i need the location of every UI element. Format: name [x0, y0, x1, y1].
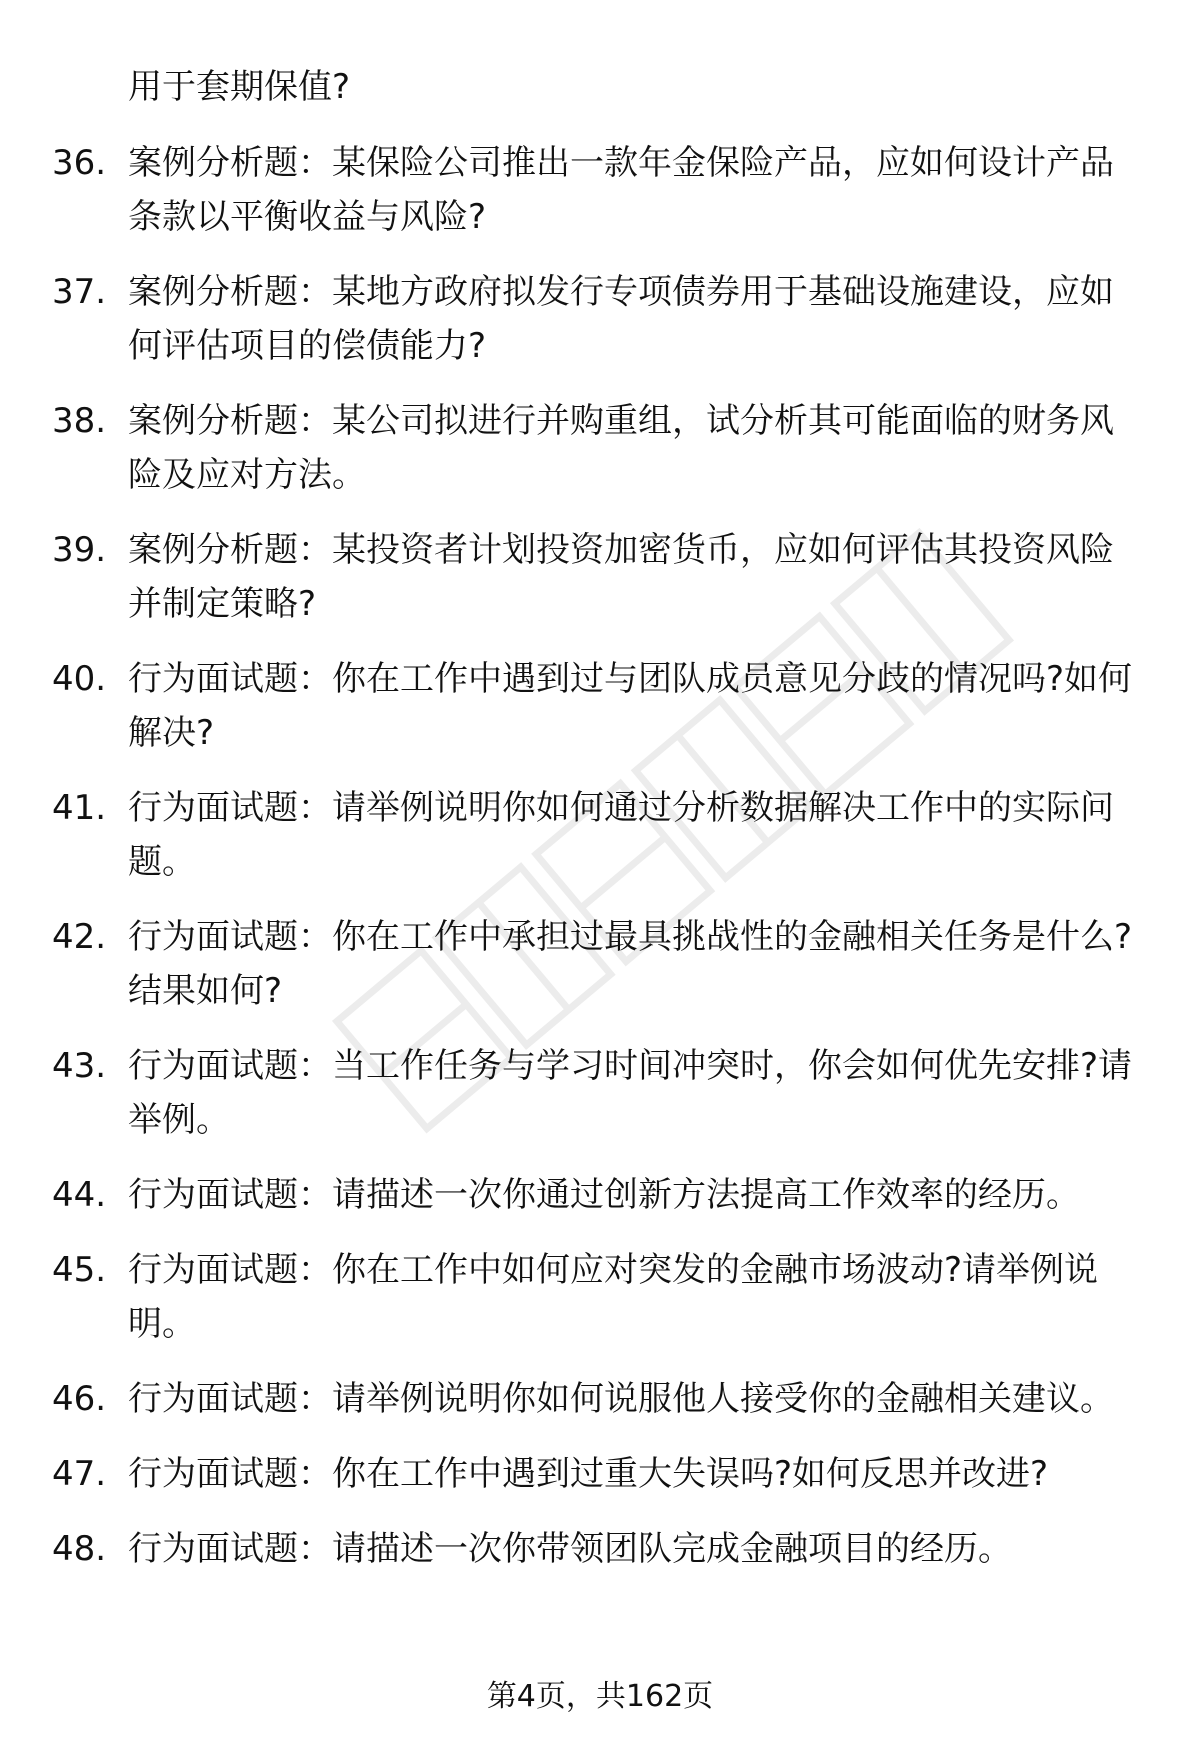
question-item: [0, 1447, 1200, 1501]
question-text: 行为面试题：你在工作中遇到过重大失误吗?如何反思并改进?: [128, 1454, 1049, 1494]
question-text: 行为面试题：你在工作中如何应对突发的金融市场波动?请举例说明。: [128, 1250, 1099, 1344]
question-number: 43.: [52, 1046, 107, 1086]
question-item: [0, 1243, 1200, 1351]
question-text: 行为面试题：你在工作中遇到过与团队成员意见分歧的情况吗?如何解决?: [128, 659, 1133, 753]
question-item: [0, 394, 1200, 502]
question-number: 39.: [52, 530, 107, 570]
question-item: [0, 1372, 1200, 1426]
question-text: 案例分析题：某保险公司推出一款年金保险产品，应如何设计产品条款以平衡收益与风险?: [128, 143, 1114, 237]
question-item: [0, 1039, 1200, 1147]
question-number: 42.: [52, 917, 107, 957]
question-item: [0, 265, 1200, 373]
question-text: 行为面试题：请描述一次你通过创新方法提高工作效率的经历。: [128, 1175, 1080, 1215]
question-item: [0, 1522, 1200, 1576]
question-text: 行为面试题：请描述一次你带领团队完成金融项目的经历。: [128, 1529, 1012, 1569]
question-text: 案例分析题：某公司拟进行并购重组，试分析其可能面临的财务风险及应对方法。: [128, 401, 1114, 495]
question-item: [0, 781, 1200, 889]
question-item: [0, 523, 1200, 631]
question-number: 41.: [52, 788, 107, 828]
question-item: [0, 652, 1200, 760]
page-footer: 第4页，共162页: [486, 1679, 714, 1714]
question-item: [0, 136, 1200, 244]
question-text: 行为面试题：请举例说明你如何通过分析数据解决工作中的实际问题。: [128, 788, 1114, 882]
question-number: 37.: [52, 272, 107, 312]
question-text: 行为面试题：当工作任务与学习时间冲突时，你会如何优先安排?请举例。: [128, 1046, 1133, 1140]
question-number: 40.: [52, 659, 107, 699]
question-text: 行为面试题：你在工作中承担过最具挑战性的金融相关任务是什么?结果如何?: [128, 917, 1133, 1011]
question-text: 行为面试题：请举例说明你如何说服他人接受你的金融相关建议。: [128, 1379, 1114, 1419]
question-number: 44.: [52, 1175, 107, 1215]
question-number: 48.: [52, 1529, 107, 1569]
question-item: [0, 1168, 1200, 1222]
question-item: [0, 910, 1200, 1018]
question-text: 案例分析题：某投资者计划投资加密货币，应如何评估其投资风险并制定策略?: [128, 530, 1114, 624]
question-number: 46.: [52, 1379, 107, 1419]
question-number: 36.: [52, 143, 107, 183]
question-list: [0, 136, 1200, 1597]
question-number: 45.: [52, 1250, 107, 1290]
question-number: 47.: [52, 1454, 107, 1494]
continuation-text: 用于套期保值?: [128, 67, 351, 107]
question-number: 38.: [52, 401, 107, 441]
question-text: 案例分析题：某地方政府拟发行专项债券用于基础设施建设，应如何评估项目的偿债能力?: [128, 272, 1114, 366]
